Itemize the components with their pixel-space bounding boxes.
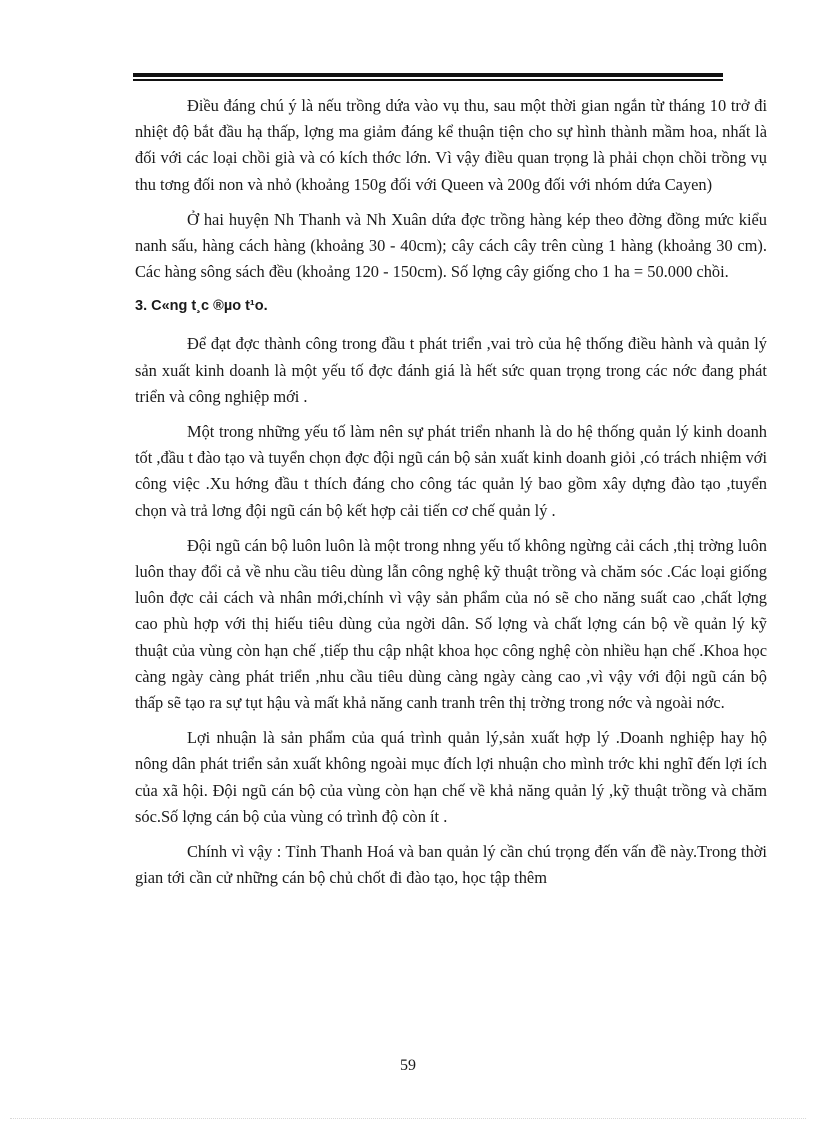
paragraph-1: Điều đáng chú ý là nếu trồng dứa vào vụ thu, sau một thời gian ngắn từ tháng 10 trở đi nhiệt độ bắt đầu hạ thấp, lợng ma giảm đáng kể thuận tiện cho sự hình thành mầm hoa, nhất là đối với các loại chồi già và có kích thớc lớn. Vì vậy điều quan trọng là phải chọn chồi trồng vụ thu tơng đối non và nhỏ (khoảng 150g đối với Queen và 200g đối với nhóm dứa Cayen) — [135, 96, 767, 194]
paragraph-7: Chính vì vậy : Tỉnh Thanh Hoá và ban quản lý cần chú trọng đến vấn đề này.Trong thời gian tới cần cử những cán bộ chủ chốt đi đào tạo, học tập thêm — [135, 842, 767, 888]
header-rule-thin — [133, 79, 723, 81]
header-rule-thick — [133, 73, 723, 77]
paragraph-6: Lợi nhuận là sản phẩm của quá trình quản lý,sản xuất hợp lý .Doanh nghiệp hay hộ nông dân phát triển sản xuất không ngoài mục đích lợi nhuận cho mình trớc khi nghĩ đến lợi ích của xã hội. Đội ngũ cán bộ của vùng còn hạn chế về khả năng quản lý ,kỹ thuật trồng và chăm sóc.Số lợng cán bộ của vùng có trình độ còn ít . — [135, 728, 767, 826]
paragraph-2: Ở hai huyện Nh Thanh và Nh Xuân dứa đợc trồng hàng kép theo đờng đồng mức kiểu nanh sấu, hàng cách hàng (khoảng 30 - 40cm); cây cách cây trên cùng 1 hàng (khoảng 30 cm). Các hàng sông sách đều (khoảng 120 - 150cm). Số lợng cây giống cho 1 ha = 50.000 chồi. — [135, 209, 767, 282]
paragraph-4: Một trong những yếu tố làm nên sự phát triển nhanh là do hệ thống quản lý kinh doanh tốt ,đầu t đào tạo và tuyển chọn đợc đội ngũ cán bộ sản xuất kinh doanh giỏi ,có trách nhiệm với công việc .Xu hớng đầu t thích đáng cho công tác quản lý bao gồm xây dựng đào tạo ,tuyển chọn và trả lơng đội ngũ cán bộ kết hợp cải tiến cơ chế quản lý . — [135, 422, 767, 520]
paragraph-5: Đội ngũ cán bộ luôn luôn là một trong nhng yếu tố không ngừng cải cách ,thị trờng luôn luôn thay đổi cả về nhu cầu tiêu dùng lẫn công nghệ kỹ thuật trồng và chăm sóc .Các loại giống luôn đợc cải cách và nhân mới,chính vì vậy sản phẩm của nó sẽ cho năng suất cao ,chất lợng cao phù hợp với thị hiếu tiêu dùng của ngời dân. Số lợng và chất lợng cán bộ về quản lý kỹ thuật của vùng còn hạn chế ,tiếp thu cập nhật khoa học công nghệ còn nhiều hạn chế .Khoa học càng ngày càng phát triển ,nhu cầu tiêu dùng càng ngày càng cao ,vì vậy với đội ngũ cán bộ thấp sẽ tạo ra sự tụt hậu và mất khả năng canh tranh trên thị trờng trong nớc và ngoài nớc. — [135, 535, 767, 713]
page-number: 59 — [400, 1057, 416, 1074]
document-body — [135, 93, 767, 900]
paragraph-3: Để đạt đợc thành công trong đầu t phát triển ,vai trò của hệ thống điều hành và quản lý sản xuất kinh doanh là một yếu tố đợc đánh giá là hết sức quan trọng trong các nớc đang phát triển và công nghiệp mới . — [135, 334, 767, 406]
section-heading: 3. C«ng t¸c ®µo t¹o. — [135, 298, 268, 315]
page-bottom-divider — [10, 1118, 806, 1119]
